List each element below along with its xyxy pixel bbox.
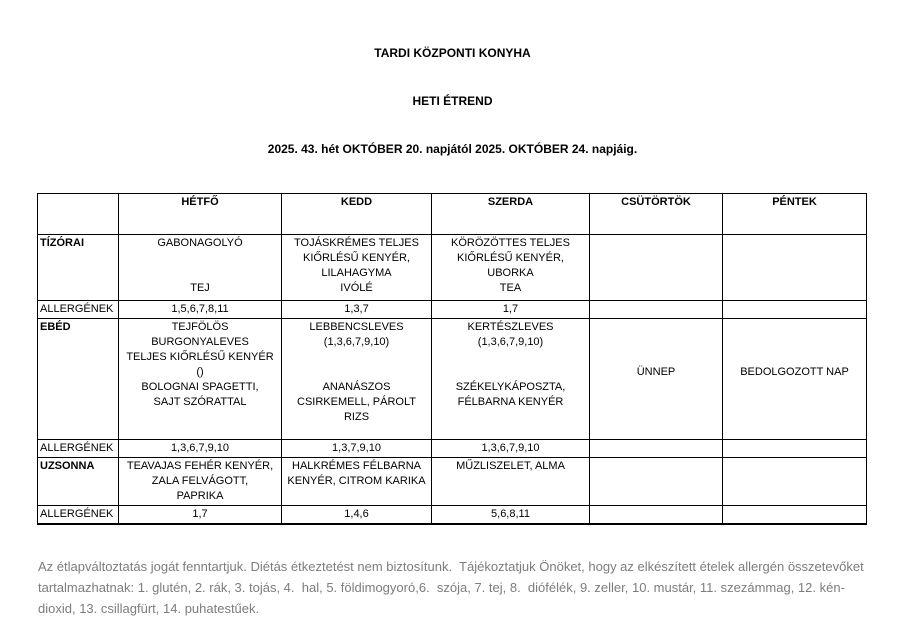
day-header: PÉNTEK bbox=[723, 194, 867, 235]
menu-line bbox=[284, 350, 429, 365]
menu-line: BOLOGNAI SPAGETTI, bbox=[141, 381, 259, 393]
menu-line: TOJÁSKRÉMES TELJES bbox=[294, 237, 419, 249]
allergen-value: 1,3,6,7,9,10 bbox=[119, 440, 282, 458]
menu-line: LILAHAGYMA bbox=[321, 267, 392, 279]
menu-line bbox=[434, 365, 587, 380]
menu-line bbox=[725, 320, 864, 335]
allergen-row-label: ALLERGÉNEK bbox=[38, 301, 119, 319]
menu-line: TEJ bbox=[190, 282, 210, 294]
menu-line: MŰZLISZELET, ALMA bbox=[456, 460, 565, 472]
day-header-row bbox=[38, 194, 867, 235]
menu-line: CSIRKEMELL, PÁROLT bbox=[297, 396, 416, 408]
page-title: TARDI KÖZPONTI KONYHA bbox=[374, 46, 531, 60]
menu-line: TEAVAJAS FEHÉR KENYÉR, bbox=[126, 460, 274, 472]
allergen-row-label: ALLERGÉNEK bbox=[38, 506, 119, 525]
allergen-value bbox=[590, 506, 723, 525]
menu-line bbox=[725, 335, 864, 350]
corner-cell bbox=[38, 194, 119, 235]
menu-line: ÜNNEP bbox=[636, 366, 676, 378]
menu-line: LEBBENCSLEVES bbox=[309, 321, 404, 333]
day-header: HÉTFŐ bbox=[119, 194, 282, 235]
allergen-row-label: ALLERGÉNEK bbox=[38, 440, 119, 458]
menu-line bbox=[725, 350, 864, 365]
menu-line: ANANÁSZOS bbox=[322, 381, 391, 393]
allergen-disclaimer: Az étlapváltoztatás jogát fenntartjuk. Diétás étkeztetést nem biztosítunk. Tájékoztatjuk Önöket, hogy az elkészített ételek allergén összetevőket tartalmazhatnak: 1. glutén, 2. rák, 3. tojás, 4. hal, 5. földimogyoró,6. szója, 7. tej, 8. diófélék, 9. zeller, 10. mustár, 11. szezámmag, 12. kén-dioxid, 13. csillagfürt, 14. puhatestűek. bbox=[38, 559, 868, 616]
allergen-row bbox=[38, 440, 867, 458]
menu-line: () bbox=[196, 366, 204, 378]
menu-cell bbox=[282, 319, 432, 440]
menu-cell bbox=[432, 319, 590, 440]
allergen-value bbox=[590, 301, 723, 319]
menu-line: KENYÉR, CITROM KARIKA bbox=[287, 475, 426, 487]
meal-row bbox=[38, 458, 867, 506]
meal-row bbox=[38, 235, 867, 301]
allergen-value: 1,4,6 bbox=[282, 506, 432, 525]
menu-cell bbox=[723, 458, 867, 506]
menu-line: TELJES KIŐRLÉSŰ KENYÉR bbox=[126, 351, 274, 363]
menu-line: TEJFÖLÖS bbox=[171, 321, 229, 333]
allergen-value: 5,6,8,11 bbox=[432, 506, 590, 525]
menu-cell bbox=[590, 235, 723, 301]
menu-line: BEDOLGOZOTT NAP bbox=[740, 366, 849, 378]
allergen-value bbox=[723, 301, 867, 319]
menu-line: TEA bbox=[499, 282, 522, 294]
menu-line bbox=[434, 350, 587, 365]
allergen-value bbox=[723, 440, 867, 458]
menu-cell bbox=[432, 235, 590, 301]
menu-line: KIŐRLÉSŰ KENYÉR, bbox=[457, 252, 564, 264]
day-header: SZERDA bbox=[432, 194, 590, 235]
menu-line bbox=[592, 335, 720, 350]
menu-cell bbox=[282, 458, 432, 506]
menu-line: ZALA FELVÁGOTT, bbox=[151, 475, 249, 487]
day-header: CSÜTÖRTÖK bbox=[590, 194, 723, 235]
menu-line: RIZS bbox=[343, 411, 370, 423]
allergen-value: 1,3,7,9,10 bbox=[282, 440, 432, 458]
menu-line: HALKRÉMES FÉLBARNA bbox=[292, 460, 421, 472]
menu-line: KIŐRLÉSŰ KENYÉR, bbox=[303, 252, 410, 264]
allergen-row bbox=[38, 301, 867, 319]
menu-line bbox=[284, 365, 429, 380]
menu-cell bbox=[282, 235, 432, 301]
menu-line: KÖRÖZÖTTES TELJES bbox=[451, 237, 570, 249]
allergen-value: 1,5,6,7,8,11 bbox=[119, 301, 282, 319]
menu-line: GABONAGOLYÓ bbox=[157, 237, 243, 249]
allergen-value: 1,7 bbox=[119, 506, 282, 525]
meal-row-label: UZSONNA bbox=[38, 458, 119, 506]
allergen-row bbox=[38, 506, 867, 525]
weekly-menu-table bbox=[37, 193, 867, 525]
menu-line: UBORKA bbox=[487, 267, 534, 279]
allergen-value bbox=[590, 440, 723, 458]
meal-row-label: TÍZÓRAI bbox=[38, 235, 119, 301]
page-subtitle: HETI ÉTREND bbox=[412, 94, 493, 108]
date-range: 2025. 43. hét OKTÓBER 20. napjától 2025. OKTÓBER 24. napjáig. bbox=[267, 142, 638, 156]
menu-line: (1,3,6,7,9,10) bbox=[477, 336, 544, 348]
menu-cell bbox=[119, 458, 282, 506]
menu-line: (1,3,6,7,9,10) bbox=[323, 336, 390, 348]
menu-line bbox=[121, 251, 279, 266]
allergen-value: 1,7 bbox=[432, 301, 590, 319]
menu-line: BURGONYALEVES bbox=[151, 336, 249, 348]
allergen-value: 1,3,7 bbox=[282, 301, 432, 319]
menu-cell bbox=[723, 235, 867, 301]
menu-line: FÉLBARNA KENYÉR bbox=[457, 396, 564, 408]
menu-cell bbox=[590, 458, 723, 506]
allergen-value bbox=[723, 506, 867, 525]
menu-cell bbox=[590, 319, 723, 440]
meal-row-label: EBÉD bbox=[38, 319, 119, 440]
meal-row bbox=[38, 319, 867, 440]
menu-line bbox=[121, 266, 279, 281]
menu-line: SAJT SZÓRATTAL bbox=[153, 396, 247, 408]
menu-cell bbox=[119, 235, 282, 301]
menu-line bbox=[592, 350, 720, 365]
menu-line: KERTÉSZLEVES bbox=[467, 321, 554, 333]
menu-line bbox=[592, 320, 720, 335]
menu-line: SZÉKELYKÁPOSZTA, bbox=[455, 381, 566, 393]
menu-cell bbox=[432, 458, 590, 506]
menu-line: IVÓLÉ bbox=[340, 282, 373, 294]
allergen-value: 1,3,6,7,9,10 bbox=[432, 440, 590, 458]
menu-cell bbox=[723, 319, 867, 440]
menu-line: PAPRIKA bbox=[176, 490, 224, 502]
day-header: KEDD bbox=[282, 194, 432, 235]
menu-cell bbox=[119, 319, 282, 440]
title-block bbox=[0, 0, 905, 189]
